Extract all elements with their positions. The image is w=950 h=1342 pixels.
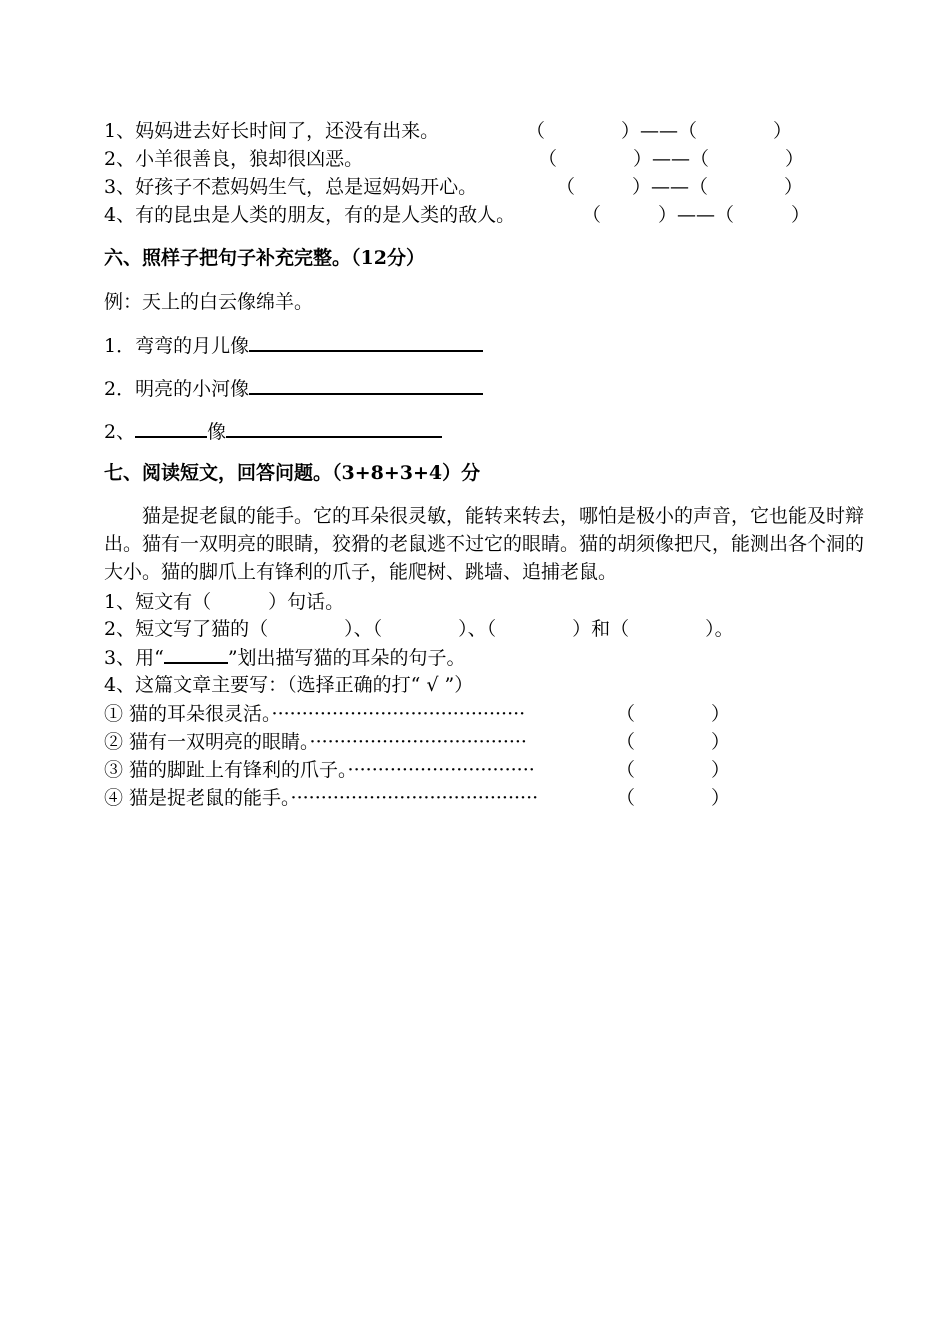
s6-item-2-blank[interactable] (249, 375, 483, 395)
s6-item-1: 1．弯弯的月儿像 (104, 332, 483, 359)
s6-item-3-blank-b[interactable] (226, 418, 442, 438)
s7-question-1: 1、短文有（ ）句话。 (104, 591, 345, 613)
s7-option-4-checkbox[interactable]: （ ） (616, 787, 731, 809)
s5-item-3: 3、好孩子不惹妈妈生气，总是逗妈妈开心。 (104, 176, 478, 198)
s7-option-4: ④ 猫是捉老鼠的能手。········································· (104, 787, 539, 809)
s5-item-2: 2、小羊很善良，狼却很凶恶。 (104, 148, 364, 170)
s7-question-3: 3、用“ ”划出描写猫的耳朵的句子。 (104, 644, 466, 671)
s7-question-2: 2、短文写了猫的（ ）、（ ）、（ ）和（ ）。 (104, 618, 734, 640)
s5-item-4-blanks[interactable]: （ ）——（ ） (582, 204, 811, 226)
s5-item-2-blanks[interactable]: （ ）——（ ） (538, 148, 805, 170)
section6-heading: 六、照样子把句子补充完整。（12分） (104, 247, 425, 269)
s7-question-4: 4、这篇文章主要写：（选择正确的打“ √ ”） (104, 674, 474, 696)
section6-example: 例：天上的白云像绵羊。 (104, 291, 314, 313)
s5-item-4: 4、有的昆虫是人类的朋友，有的是人类的敌人。 (104, 204, 516, 226)
s6-item-1-blank[interactable] (249, 332, 483, 352)
s7-option-2: ② 猫有一双明亮的眼睛。···································· (104, 731, 527, 753)
s6-item-3-blank-a[interactable] (135, 418, 207, 438)
s5-item-3-blanks[interactable]: （ ）——（ ） (556, 176, 804, 198)
s5-item-1-blanks[interactable]: （ ）——（ ） (526, 120, 793, 142)
reading-passage: 猫是捉老鼠的能手。它的耳朵很灵敏，能转来转去，哪怕是极小的声音，它也能及时辩出。猫有一双明亮的眼睛，狡猾的老鼠逃不过它的眼睛。猫的胡须像把尺，能测出各个洞的大小。猫的脚爪上有锋利的爪子，能爬树、跳墙、追捕老鼠。 (104, 505, 865, 583)
s7-option-3: ③ 猫的脚趾上有锋利的爪子。······························· (104, 759, 535, 781)
section7-heading: 七、阅读短文，回答问题。（3+8+3+4）分 (104, 462, 481, 484)
s7-option-2-checkbox[interactable]: （ ） (616, 731, 731, 753)
s7-option-1-checkbox[interactable]: （ ） (616, 703, 731, 725)
s7-option-3-checkbox[interactable]: （ ） (616, 759, 731, 781)
s6-item-3: 2、 像 (104, 418, 442, 445)
s7-q3-underline-sample (164, 644, 228, 664)
s7-option-1: ① 猫的耳朵很灵活。·········································· (104, 703, 526, 725)
s5-item-1: 1、妈妈进去好长时间了，还没有出来。 (104, 120, 440, 142)
s6-item-2: 2．明亮的小河像 (104, 375, 483, 402)
